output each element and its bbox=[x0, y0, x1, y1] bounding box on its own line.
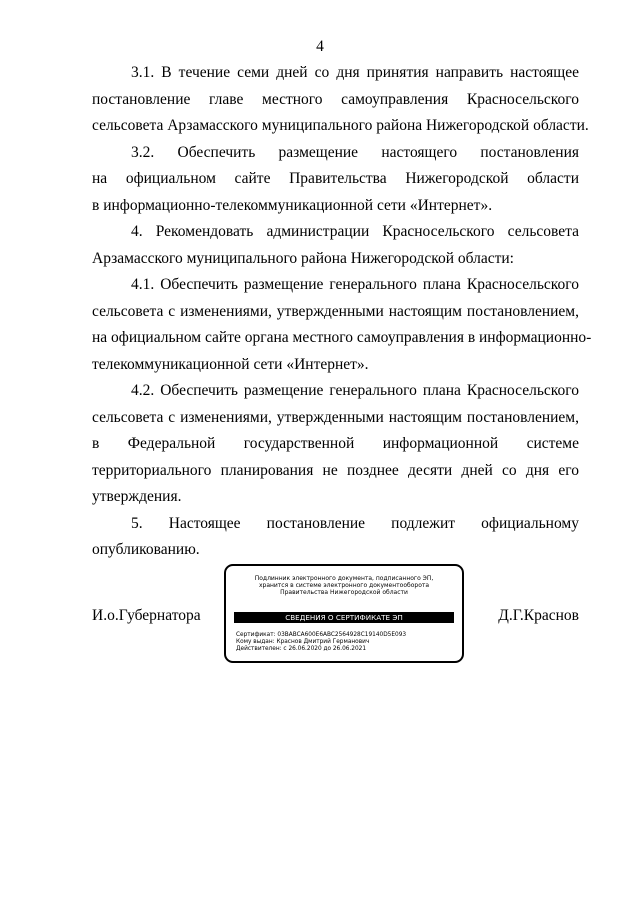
paragraph-3-2 bbox=[92, 140, 579, 220]
paragraph-line: на официальном сайте органа местного самоуправления в информационно- bbox=[92, 329, 592, 346]
paragraph-line: 3.1. В течение семи дней со дня принятия направить настоящее bbox=[131, 64, 579, 81]
stamp-title: СВЕДЕНИЯ О СЕРТИФИКАТЕ ЭП bbox=[234, 612, 454, 623]
paragraph-4 bbox=[92, 219, 579, 272]
signatory-position: И.о.Губернатора bbox=[92, 607, 201, 624]
stamp-detail-issued-to: Кому выдан: Краснов Дмитрий Германович bbox=[236, 639, 370, 646]
stamp-header-line: хранится в системе электронного документооборота bbox=[258, 582, 430, 590]
paragraph-line: Арзамасского муниципального района Нижегородской области: bbox=[92, 249, 514, 267]
paragraph-line: 4.2. Обеспечить размещение генерального плана Красносельского bbox=[131, 382, 579, 399]
paragraph-line: в информационно-телекоммуникационной сети «Интернет». bbox=[92, 196, 493, 214]
paragraph-line: на официальном сайте Правительства Нижегородской области bbox=[92, 170, 579, 187]
stamp-header-line: Правительства Нижегородской области bbox=[280, 589, 408, 597]
paragraph-line: в Федеральной государственной информационной системе bbox=[92, 435, 579, 452]
stamp-certificate-details bbox=[236, 632, 406, 654]
paragraph-line: сельсовета с изменениями, утвержденными настоящим постановлением, bbox=[92, 408, 579, 426]
paragraph-line: 4.1. Обеспечить размещение генерального плана Красносельского bbox=[131, 276, 579, 293]
paragraph-line: сельсовета с изменениями, утвержденными настоящим постановлением, bbox=[92, 302, 579, 320]
electronic-signature-stamp bbox=[224, 564, 464, 663]
paragraph-line: сельсовета Арзамасского муниципального района Нижегородской области. bbox=[92, 117, 589, 134]
paragraph-4-2 bbox=[92, 378, 579, 511]
paragraph-line: территориального планирования не позднее десяти дней со дня его bbox=[92, 461, 579, 479]
paragraph-line: постановление главе местного самоуправления Красносельского bbox=[92, 90, 579, 108]
stamp-detail-validity: Действителен: с 26.06.2020 до 26.06.2021 bbox=[236, 646, 367, 653]
paragraph-5 bbox=[92, 511, 579, 564]
paragraph-4-1 bbox=[92, 272, 592, 378]
stamp-header-line: Подлинник электронного документа, подписанного ЭП, bbox=[254, 575, 434, 582]
paragraph-line: 4. Рекомендовать администрации Красносельского сельсовета bbox=[131, 223, 579, 240]
document-body bbox=[92, 60, 592, 564]
signatory-name: Д.Г.Краснов bbox=[498, 607, 579, 624]
paragraph-line: телекоммуникационной сети «Интернет». bbox=[92, 355, 369, 373]
paragraph-line: 5. Настоящее постановление подлежит официальному bbox=[131, 514, 579, 532]
paragraph-line: 3.2. Обеспечить размещение настоящего постановления bbox=[131, 143, 579, 161]
stamp-header bbox=[226, 575, 462, 597]
stamp-detail-certificate: Сертификат: 03BABCA600E6ABC2564928C19140D5E093 bbox=[236, 632, 407, 638]
paragraph-3-1 bbox=[92, 60, 589, 140]
paragraph-line: утверждения. bbox=[92, 488, 182, 505]
page-number: 4 bbox=[316, 38, 324, 55]
paragraph-line: опубликованию. bbox=[92, 541, 200, 558]
